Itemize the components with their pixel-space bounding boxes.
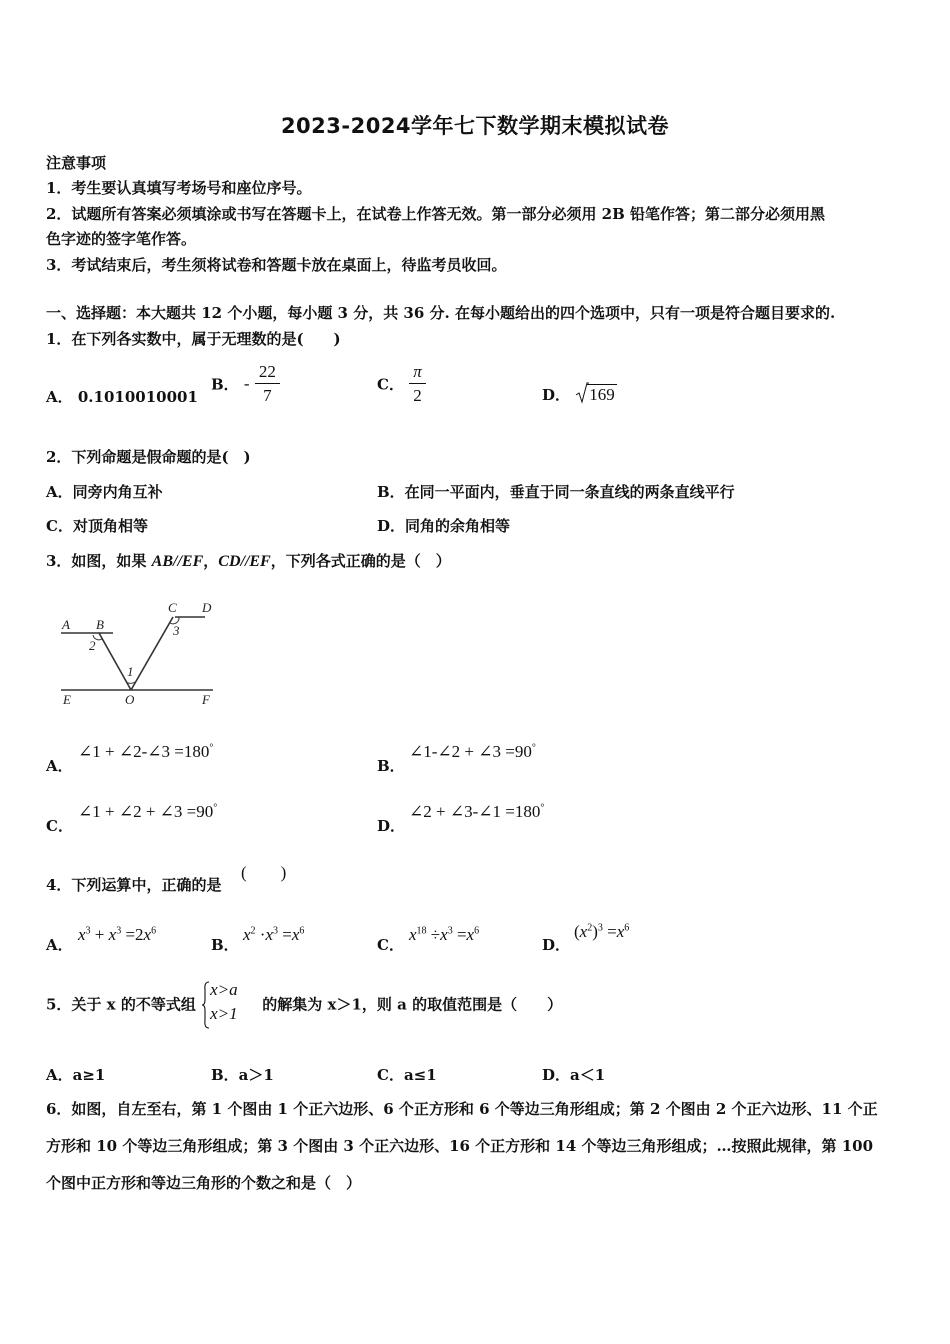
q3-stem-math2: CD//EF [218,553,271,570]
line-oc [131,617,173,690]
q1-d-label: D． [542,386,571,404]
notice-item-3: 3．考试结束后，考生须将试卷和答题卡放在桌面上，待监考员收回。 [46,256,507,274]
question-6-line-3: 个图中正方形和等边三角形的个数之和是（ ） [46,1174,362,1192]
q3-option-d [409,802,544,822]
q4-d-lp: ( [574,922,580,941]
q4-d-eq: = [607,922,617,941]
q3-stem-math1: AB//EF [151,553,204,570]
q1-option-d [542,384,617,405]
q5-stem-pre: 5．关于 x 的不等式组 [46,995,196,1014]
question-6-line-1: 6．如图，自左至右，第 1 个图由 1 个正六边形、6 个正方形和 6 个等边三角形组成；第 2 个图由 2 个正六边形、11 个正 [46,1100,878,1118]
q4-d-exp1: 2 [587,922,593,934]
q3-c-degree: ° [213,802,218,814]
q4-d-exp3: 6 [624,922,630,934]
q2-option-d: D．同角的余角相等 [377,517,511,535]
line-bo [99,633,131,690]
q3-b-degree: ° [531,742,536,754]
q5-option-a: A．a≥1 [46,1066,106,1084]
question-5-stem [46,980,562,1028]
label-a: A [62,617,70,632]
label-angle-2: 2 [89,638,96,653]
q1-c-fraction [409,362,426,406]
page-title: 2023-2024学年七下数学期末模拟试卷 [280,114,670,138]
q4-c-x2: x [440,925,448,944]
q2-option-b: B．在同一平面内，垂直于同一条直线的两条直线平行 [377,483,735,501]
q4-option-b [243,925,304,945]
q4-c-div: ÷ [430,925,441,944]
q4-a-x1: x [78,925,86,944]
q4-a-exp2: 3 [116,925,122,937]
q5-system-line-2: x>1 [210,1004,238,1023]
q3-a-degree: ° [209,742,214,754]
q3-stem-sep: ， [203,552,219,570]
q1-option-c [377,362,426,406]
q4-a-plus: + [94,925,105,944]
q5-option-c: C．a≤1 [377,1066,437,1084]
q4-a-exp1: 3 [85,925,91,937]
q4-b-dot: · [259,925,266,944]
q3-b-expr: ∠1-∠2 + ∠3 =90 [409,742,532,761]
q3-a-expr: ∠1 + ∠2-∠3 =180 [78,742,210,761]
sqrt-icon [575,382,589,404]
q3-figure [55,595,225,710]
q4-option-c [409,925,479,945]
q4-b-x3: x [291,925,300,944]
q3-option-c [78,802,217,822]
q4-c-exp3: 6 [474,925,480,937]
q3-b-label: B． [377,757,405,775]
q4-paren: ( ) [241,863,287,882]
question-4-stem: 4．下列运算中，正确的是 [46,876,222,894]
q5-system-line-1: x>a [210,980,238,999]
q3-option-b [409,742,536,762]
q1-b-sign: - [243,374,250,393]
q4-a-label: A． [46,936,73,954]
label-d: D [202,600,212,615]
q1-b-label: B． [211,375,239,394]
q3-d-label: D． [377,817,406,835]
q4-c-exp2: 3 [447,925,453,937]
q1-d-sqrt [575,385,617,404]
q4-b-eq: = [282,925,292,944]
q5-option-b: B．a＞1 [211,1066,274,1084]
q1-option-a [46,386,198,407]
q1-a-label: A． [46,388,73,406]
question-6-line-2: 方形和 10 个等边三角形组成；第 3 个图由 3 个正六边形、16 个正方形和 14 个等边三角形组成；…按照此规律，第 100 [46,1137,874,1155]
q4-d-rp: ) [592,922,598,941]
q4-b-x2: x [265,925,274,944]
label-c: C [168,600,177,615]
q1-c-label: C． [377,375,404,394]
q4-d-label: D． [542,936,571,954]
question-1-stem: 1．在下列各实数中，属于无理数的是( ) [46,330,341,348]
label-b: B [96,617,104,632]
section-heading: 一、选择题：本大题共 12 个小题，每小题 3 分，共 36 分. 在每小题给出的四个选项中，只有一项是符合题目要求的. [46,304,836,322]
q4-b-exp2: 3 [273,925,279,937]
q4-d-x1: x [579,922,588,941]
q2-option-a: A．同旁内角互补 [46,483,163,501]
q4-b-exp1: 2 [250,925,256,937]
q1-c-numerator: π [409,362,426,384]
notice-item-2: 2．试题所有答案必须填涂或书写在答题卡上，在试卷上作答无效。第一部分必须用 2B 铅笔作答；第二部分必须用黑 [46,205,826,223]
q4-a-coef: 2 [135,925,144,944]
label-angle-1: 1 [127,664,134,679]
q5-option-d: D．a＜1 [542,1066,606,1084]
q1-d-radicand: 169 [589,385,615,404]
q4-c-x3: x [466,925,475,944]
q2-option-c: C．对顶角相等 [46,517,148,535]
q4-b-exp3: 6 [299,925,305,937]
q4-d-x2: x [616,922,625,941]
q1-c-denominator: 2 [413,386,422,405]
q4-option-d [574,922,629,942]
q4-b-label: B． [211,936,239,954]
q5-inequality-system [201,980,257,1028]
q3-d-expr: ∠2 + ∠3-∠1 =180 [409,802,541,821]
label-e: E [63,692,71,707]
q4-b-x1: x [243,925,251,944]
q3-a-label: A． [46,757,73,775]
q4-c-label: C． [377,936,404,954]
label-o: O [125,692,135,707]
label-f: F [202,692,210,707]
q5-stem-post: 的解集为 x＞1，则 a 的取值范围是（ ） [262,995,563,1014]
q4-d-exp2: 3 [597,922,603,934]
q1-a-value: 0.1010010001 [77,388,198,406]
label-angle-3: 3 [173,623,180,638]
q3-stem-post: ，下列各式正确的是（ ） [270,552,451,570]
q4-a-eq: = [125,925,136,944]
question-3-stem [46,550,451,571]
q3-c-expr: ∠1 + ∠2 + ∠3 =90 [78,802,214,821]
q4-a-x2: x [108,925,117,944]
q1-b-denominator: 7 [263,386,272,405]
q3-option-a [78,742,213,762]
q4-c-x1: x [409,925,417,944]
q4-c-exp1: 18 [416,925,427,937]
q4-a-exp3: 6 [151,925,157,937]
q4-option-a [78,925,156,945]
q3-d-degree: ° [540,802,545,814]
q3-c-label: C． [46,817,73,835]
q1-b-numerator: 22 [255,362,280,384]
question-2-stem: 2．下列命题是假命题的是( ) [46,448,251,466]
q4-c-eq: = [456,925,467,944]
q4-a-x3: x [143,925,152,944]
q3-stem-pre: 3．如图，如果 [46,552,152,570]
notice-item-2-cont: 色字迹的签字笔作答。 [46,230,197,248]
notice-item-1: 1．考生要认真填写考场号和座位序号。 [46,179,312,197]
q1-option-b [211,362,280,406]
notice-heading: 注意事项 [46,154,107,172]
q1-b-fraction [255,362,280,406]
